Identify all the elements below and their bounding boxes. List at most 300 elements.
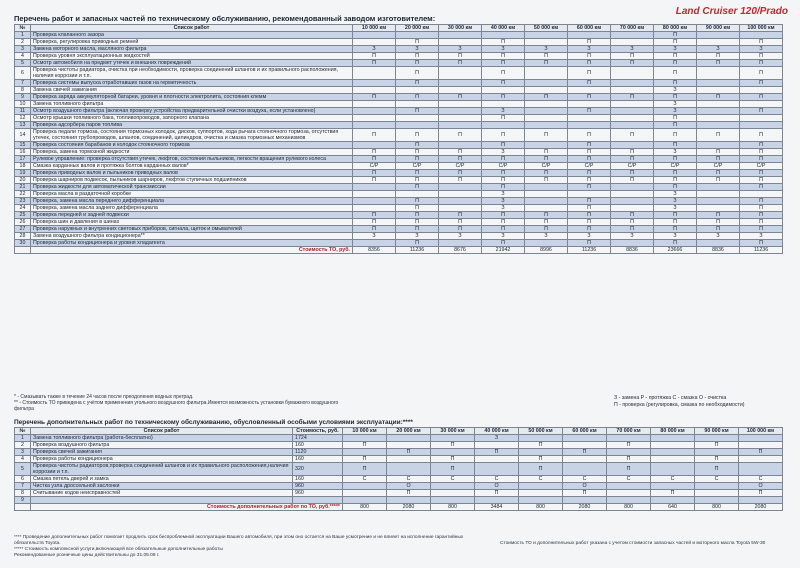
col-mileage-header: 70 000 км	[607, 428, 651, 435]
row-number: 8	[15, 490, 31, 497]
service-mark	[525, 87, 568, 94]
service-mark	[439, 39, 482, 46]
service-mark	[611, 205, 654, 212]
service-mark: П	[396, 177, 439, 184]
service-mark	[697, 80, 740, 87]
service-mark: П	[568, 94, 611, 101]
service-mark: П	[611, 226, 654, 233]
service-mark: П	[607, 463, 651, 476]
col-mileage-header: 10 000 км	[353, 25, 396, 32]
service-mark: П	[568, 39, 611, 46]
service-mark: П	[563, 449, 607, 456]
service-mark: П	[740, 205, 783, 212]
work-description: Проверка масла в раздаточной коробке	[31, 191, 353, 198]
service-mark: П	[475, 490, 519, 497]
service-mark: П	[396, 170, 439, 177]
service-mark	[695, 435, 739, 442]
service-mark	[343, 490, 387, 497]
note-1: * - Смазывать также в течение 24 часов после преодоления водных преград.	[14, 394, 194, 400]
service-mark	[697, 32, 740, 39]
service-mark: П	[525, 226, 568, 233]
table-row	[15, 32, 783, 39]
service-mark: С/Р	[568, 163, 611, 170]
service-mark: П	[654, 212, 697, 219]
row-number: 6	[15, 476, 31, 483]
service-mark	[607, 497, 651, 504]
col-mileage-header: 80 000 км	[651, 428, 695, 435]
service-mark	[525, 80, 568, 87]
service-mark: П	[740, 240, 783, 247]
service-mark	[353, 191, 396, 198]
service-mark	[651, 435, 695, 442]
service-mark: С/Р	[611, 163, 654, 170]
service-mark: П	[343, 456, 387, 463]
service-mark: П	[611, 53, 654, 60]
work-description: Смазка петель дверей и замка	[31, 476, 293, 483]
service-mark: З	[654, 101, 697, 108]
service-mark: П	[611, 156, 654, 163]
service-mark	[563, 463, 607, 476]
work-description: Проверка, замена масла переднего дифференциала	[31, 198, 353, 205]
service-mark	[525, 184, 568, 191]
work-description: Замена моторного масла, масляного фильтра	[31, 46, 353, 53]
table-row	[15, 67, 783, 80]
table-row	[15, 219, 783, 226]
service-mark: П	[740, 94, 783, 101]
row-number: 3	[15, 46, 31, 53]
cost-value: 800	[431, 504, 475, 511]
service-mark: П	[740, 212, 783, 219]
service-mark	[387, 497, 431, 504]
service-mark: П	[353, 156, 396, 163]
service-mark: П	[353, 53, 396, 60]
service-mark	[353, 67, 396, 80]
work-description: Осмотр воздушного фильтра (включая проверку устройства предварительной очистки воздуха, если установлено)	[31, 108, 353, 115]
service-mark	[740, 101, 783, 108]
service-mark: З	[654, 149, 697, 156]
work-description: Смазка карданных валов и протяжка болтов карданных валов*	[31, 163, 353, 170]
service-mark	[611, 142, 654, 149]
service-mark	[519, 483, 563, 490]
cost-label: Стоимость ТО, руб.	[31, 247, 353, 254]
cost-value: 800	[343, 504, 387, 511]
service-mark: С	[431, 476, 475, 483]
row-number: 4	[15, 53, 31, 60]
service-mark: П	[525, 219, 568, 226]
service-mark: П	[740, 80, 783, 87]
service-mark	[697, 39, 740, 46]
service-mark	[482, 101, 525, 108]
col-price-header: Стоимость, руб.	[293, 428, 343, 435]
service-mark	[695, 497, 739, 504]
service-mark	[353, 184, 396, 191]
service-mark: З	[568, 233, 611, 240]
work-description: Проверка адсорбера паров топлива	[31, 122, 353, 129]
col-mileage-header: 40 000 км	[482, 25, 525, 32]
service-mark: З	[654, 233, 697, 240]
service-mark	[525, 108, 568, 115]
work-description: Замена топливного фильтра	[31, 101, 353, 108]
cost-value: 8996	[525, 247, 568, 254]
footnote-3: Рекомендованные розничные цены действительны до 31.05.08 г.	[14, 553, 160, 558]
service-mark	[568, 115, 611, 122]
table-row	[15, 94, 783, 101]
service-mark	[740, 122, 783, 129]
service-mark	[519, 490, 563, 497]
service-mark: П	[697, 226, 740, 233]
col-mileage-header: 50 000 км	[519, 428, 563, 435]
service-mark	[739, 456, 783, 463]
service-mark	[525, 39, 568, 46]
service-mark: З	[482, 46, 525, 53]
service-mark	[439, 205, 482, 212]
service-mark	[439, 115, 482, 122]
col-mileage-header: 100 000 км	[739, 428, 783, 435]
table-row	[15, 463, 783, 476]
col-mileage-header: 90 000 км	[695, 428, 739, 435]
service-mark	[519, 497, 563, 504]
service-mark	[475, 463, 519, 476]
service-mark: П	[568, 219, 611, 226]
service-mark	[651, 442, 695, 449]
service-mark: П	[525, 149, 568, 156]
row-number: 23	[15, 198, 31, 205]
service-mark: П	[431, 463, 475, 476]
service-mark: П	[611, 219, 654, 226]
work-price: 1724	[293, 435, 343, 442]
service-mark: З	[475, 435, 519, 442]
service-mark: П	[568, 212, 611, 219]
table-row	[15, 115, 783, 122]
service-mark: П	[439, 219, 482, 226]
service-mark: П	[343, 442, 387, 449]
service-mark	[353, 39, 396, 46]
service-mark	[563, 442, 607, 449]
work-description: Замена воздушного фильтра кондиционера**	[31, 233, 353, 240]
service-mark: П	[396, 60, 439, 67]
table-row	[15, 212, 783, 219]
service-mark	[353, 101, 396, 108]
service-mark: С	[343, 476, 387, 483]
service-mark: П	[568, 67, 611, 80]
table1-header	[15, 25, 783, 32]
service-mark	[353, 240, 396, 247]
service-mark: П	[611, 170, 654, 177]
service-mark: З	[697, 46, 740, 53]
service-mark: П	[568, 60, 611, 67]
table-row	[15, 156, 783, 163]
row-number: 2	[15, 442, 31, 449]
service-mark: П	[697, 129, 740, 142]
service-mark	[697, 240, 740, 247]
service-mark: П	[654, 60, 697, 67]
service-mark: П	[482, 53, 525, 60]
service-mark: П	[353, 226, 396, 233]
row-number: 2	[15, 39, 31, 46]
row-number: 16	[15, 149, 31, 156]
service-mark: П	[740, 156, 783, 163]
service-mark: П	[519, 442, 563, 449]
row-number: 1	[15, 32, 31, 39]
cost-value: 8676	[439, 247, 482, 254]
table2-title: Перечень дополнительных работ по техническому обслуживанию, обусловленный особыми условиями эксплуатации:****	[14, 419, 413, 426]
service-mark: З	[482, 108, 525, 115]
col-works-header: Список работ	[31, 25, 353, 32]
col-mileage-header: 10 000 км	[343, 428, 387, 435]
service-mark: П	[568, 156, 611, 163]
service-mark: П	[482, 67, 525, 80]
service-mark: П	[568, 170, 611, 177]
col-mileage-header: 60 000 км	[563, 428, 607, 435]
service-mark: П	[482, 60, 525, 67]
service-mark: П	[525, 94, 568, 101]
service-mark: П	[525, 53, 568, 60]
service-mark: П	[519, 463, 563, 476]
service-mark: П	[654, 240, 697, 247]
work-description: Проверка работы кондиционера и уровня хладагента	[31, 240, 353, 247]
service-mark	[431, 449, 475, 456]
service-mark	[343, 497, 387, 504]
row-number: 9	[15, 94, 31, 101]
service-mark	[482, 32, 525, 39]
service-mark: П	[353, 212, 396, 219]
cost-spacer	[15, 247, 31, 254]
table-row	[15, 149, 783, 156]
service-mark: П	[654, 53, 697, 60]
service-mark: З	[525, 233, 568, 240]
service-mark: П	[568, 205, 611, 212]
service-mark	[611, 198, 654, 205]
service-mark: П	[387, 490, 431, 497]
table-row	[15, 46, 783, 53]
service-mark: П	[697, 212, 740, 219]
service-mark	[568, 191, 611, 198]
service-mark: П	[439, 60, 482, 67]
cost-value: 800	[607, 504, 651, 511]
service-mark: С/Р	[396, 163, 439, 170]
cost-value: 21942	[482, 247, 525, 254]
service-mark: П	[563, 490, 607, 497]
service-mark	[607, 449, 651, 456]
work-description: Проверка шин и давления в шинах	[31, 219, 353, 226]
service-mark	[439, 240, 482, 247]
table-row	[15, 177, 783, 184]
work-description: Проверка, регулировка приводных ремней	[31, 39, 353, 46]
service-mark: П	[611, 149, 654, 156]
table-row	[15, 435, 783, 442]
service-mark: П	[439, 156, 482, 163]
service-mark	[697, 122, 740, 129]
work-description: Проверка шарниров подвесок, пыльников шарниров, люфтов ступичных подшипников	[31, 177, 353, 184]
service-mark	[697, 184, 740, 191]
service-mark	[651, 497, 695, 504]
table-row	[15, 191, 783, 198]
work-description: Проверка заряда аккумуляторной батареи, уровня и плотности электролита, состояния клемм	[31, 94, 353, 101]
service-mark: П	[607, 456, 651, 463]
service-mark: П	[740, 184, 783, 191]
table-row	[15, 101, 783, 108]
service-mark	[651, 483, 695, 490]
table-row	[15, 198, 783, 205]
service-mark: П	[697, 149, 740, 156]
work-description: Чистка узла дроссельной заслонки	[31, 483, 293, 490]
service-mark: С	[739, 476, 783, 483]
col-mileage-header: 30 000 км	[439, 25, 482, 32]
service-mark	[482, 87, 525, 94]
service-mark	[396, 101, 439, 108]
service-mark	[739, 442, 783, 449]
footnote-right: Стоимость ТО и дополнительных работ указана с учетом стоимости запасных частей и моторного масла Toyota 5W-30	[500, 541, 766, 546]
service-mark: З	[740, 233, 783, 240]
service-mark: П	[482, 94, 525, 101]
service-mark: П	[651, 490, 695, 497]
service-mark	[525, 240, 568, 247]
cost-value: 8356	[353, 247, 396, 254]
col-mileage-header: 40 000 км	[475, 428, 519, 435]
service-mark: П	[439, 177, 482, 184]
service-mark: П	[353, 149, 396, 156]
col-works-header: Список работ	[31, 428, 293, 435]
work-price: 160	[293, 442, 343, 449]
work-description: Проверка приводных валов и пыльников приводных валов	[31, 170, 353, 177]
service-mark: П	[568, 129, 611, 142]
service-mark	[740, 115, 783, 122]
row-number: 22	[15, 191, 31, 198]
row-number: 11	[15, 108, 31, 115]
service-mark: О	[563, 483, 607, 490]
service-mark: П	[697, 94, 740, 101]
service-mark	[343, 449, 387, 456]
service-mark	[568, 101, 611, 108]
service-mark: З	[482, 198, 525, 205]
service-mark: П	[654, 177, 697, 184]
cost-row	[15, 247, 783, 254]
service-mark: П	[396, 198, 439, 205]
service-mark	[568, 87, 611, 94]
row-number: 8	[15, 87, 31, 94]
service-mark: З	[525, 46, 568, 53]
service-mark: П	[740, 170, 783, 177]
service-mark: П	[482, 80, 525, 87]
service-mark: З	[654, 46, 697, 53]
row-number: 7	[15, 483, 31, 490]
service-mark: З	[439, 46, 482, 53]
work-description: Проверка системы выпуска отработавших газов на герметичность	[31, 80, 353, 87]
service-mark	[519, 449, 563, 456]
service-mark	[611, 101, 654, 108]
service-mark	[563, 497, 607, 504]
service-mark	[525, 205, 568, 212]
service-mark: П	[611, 129, 654, 142]
service-mark: П	[431, 442, 475, 449]
col-number-header: №	[15, 428, 31, 435]
service-mark	[611, 184, 654, 191]
service-mark: П	[611, 60, 654, 67]
service-mark: П	[396, 240, 439, 247]
service-mark	[740, 87, 783, 94]
service-mark	[387, 442, 431, 449]
col-mileage-header: 50 000 км	[525, 25, 568, 32]
note-2: ** - Стоимость ТО приведена с учётом применения угольного воздушного фильтра.Имеется возможность установки бумажного воздушного фильтра	[14, 400, 339, 412]
service-mark: О	[739, 483, 783, 490]
work-description: Проверка наружных и внутренних световых приборов, сигнала, щеток и омывателей	[31, 226, 353, 233]
service-mark: П	[396, 149, 439, 156]
service-mark	[739, 435, 783, 442]
work-price: 320	[293, 463, 343, 476]
service-mark	[475, 456, 519, 463]
service-mark: З	[654, 108, 697, 115]
service-mark: П	[739, 490, 783, 497]
service-mark	[475, 442, 519, 449]
table-row	[15, 456, 783, 463]
table-row	[15, 170, 783, 177]
service-mark: П	[740, 39, 783, 46]
service-mark: П	[568, 226, 611, 233]
service-mark: П	[482, 129, 525, 142]
service-mark	[611, 39, 654, 46]
service-mark	[387, 435, 431, 442]
service-mark: П	[697, 53, 740, 60]
service-mark	[697, 198, 740, 205]
service-mark	[525, 115, 568, 122]
service-mark	[607, 435, 651, 442]
work-description: Проверка свечей зажигания	[31, 449, 293, 456]
service-mark: П	[439, 53, 482, 60]
service-mark: П	[611, 94, 654, 101]
service-mark: П	[396, 219, 439, 226]
service-mark	[431, 483, 475, 490]
service-mark: П	[525, 177, 568, 184]
row-number: 5	[15, 463, 31, 476]
service-mark	[739, 463, 783, 476]
work-description: Замена свечей зажигания	[31, 87, 353, 94]
table-row	[15, 129, 783, 142]
service-mark: П	[396, 67, 439, 80]
work-description: Проверка состояния барабанов и колодок стояночного тормоза	[31, 142, 353, 149]
service-mark: З	[611, 233, 654, 240]
service-mark	[396, 191, 439, 198]
service-mark	[431, 497, 475, 504]
service-mark: П	[740, 108, 783, 115]
cost-value: 800	[519, 504, 563, 511]
service-mark	[431, 435, 475, 442]
table-row	[15, 240, 783, 247]
service-mark: П	[482, 115, 525, 122]
service-mark: П	[654, 32, 697, 39]
service-mark: З	[482, 191, 525, 198]
service-mark: С	[651, 476, 695, 483]
service-mark	[439, 80, 482, 87]
service-mark	[482, 122, 525, 129]
service-mark	[439, 198, 482, 205]
service-mark: П	[568, 184, 611, 191]
service-mark	[611, 108, 654, 115]
service-mark: С	[387, 476, 431, 483]
service-mark: П	[568, 198, 611, 205]
service-mark: З	[482, 233, 525, 240]
work-description: Осмотр крышки топливного бака, топливопроводов, запорного клапана	[31, 115, 353, 122]
service-mark	[343, 435, 387, 442]
service-mark	[607, 490, 651, 497]
service-mark: П	[353, 60, 396, 67]
service-mark	[525, 191, 568, 198]
service-mark: П	[695, 463, 739, 476]
service-mark	[651, 456, 695, 463]
service-mark	[611, 67, 654, 80]
footnote-2: ***** Стоимость комплексной услуги,включающей все обязательные дополнительные работы	[14, 547, 223, 552]
work-description: Замена топливного фильтра (работа-бесплатно)	[31, 435, 293, 442]
service-mark: С	[475, 476, 519, 483]
